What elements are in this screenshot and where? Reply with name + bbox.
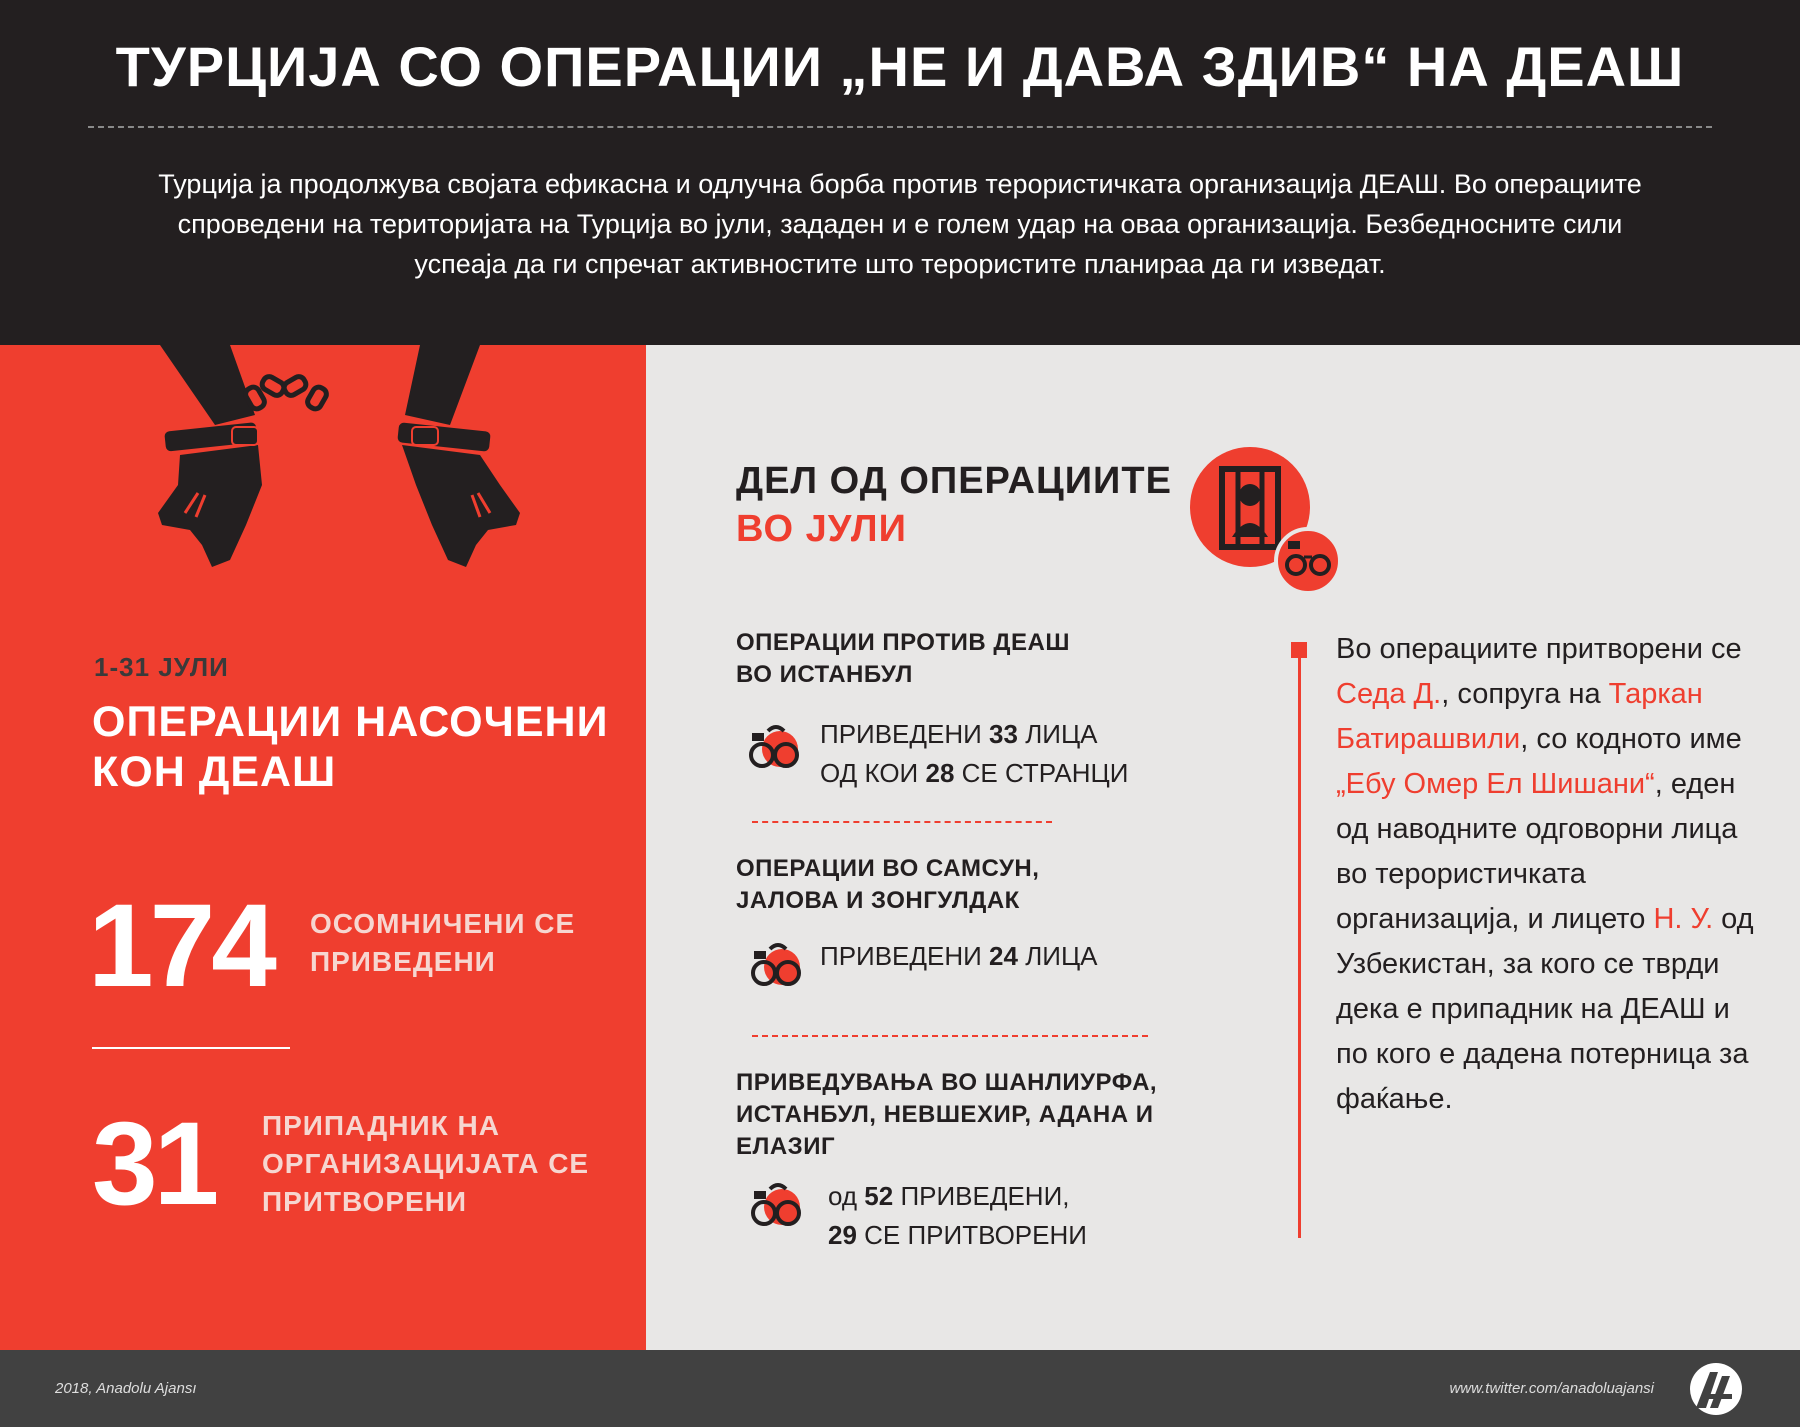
footer — [0, 1350, 1800, 1427]
operation-sanliurfa-title: ПРИВЕДУВАЊА ВО ШАНЛИУРФА, ИСТАНБУЛ, НЕВШЕХИР, АДАНА И ЕЛАЗИГ — [736, 1069, 1158, 1160]
right-panel — [646, 345, 1800, 1350]
section-title-line2: ВО ЈУЛИ — [736, 508, 907, 550]
intro-text: Турција ја продолжува својата ефикасна и одлучна борба против терористичката организација ДЕАШ. Во операциите спроведени на територијата на Турција во јули, зададен и е голем удар на оваа организација. Безбедносните сили успеаја да ги спречат активностите што терористите планираа да ги изведат. — [158, 169, 1642, 279]
handcuffs-icon — [748, 1175, 808, 1231]
members-arrested-count: 31 — [92, 1098, 216, 1230]
members-arrested-label: ПРИПАДНИК НА ОРГАНИЗАЦИЈАТА СЕ ПРИТВОРЕНИ — [262, 1110, 590, 1217]
operations-title: ОПЕРАЦИИ НАСОЧЕНИ КОН ДЕАШ — [92, 698, 609, 796]
section-title-line1: ДЕЛ ОД ОПЕРАЦИИТЕ — [736, 460, 1172, 502]
operation-sanliurfa-detail — [828, 1177, 1087, 1255]
operations-divider — [752, 821, 1052, 823]
operation-samsun-detail — [820, 937, 1098, 976]
suspects-detained-count: 174 — [88, 880, 273, 1012]
prisoner-icon — [1188, 445, 1338, 595]
title-divider — [88, 126, 1712, 128]
detail-line: од 52 ПРИВЕДЕНИ, — [828, 1181, 1070, 1211]
twitter-link[interactable]: www.twitter.com/anadoluajansi — [1449, 1380, 1654, 1397]
operation-istanbul-title: ОПЕРАЦИИ ПРОТИВ ДЕАШ ВО ИСТАНБУЛ — [736, 629, 1070, 688]
date-range: 1-31 ЈУЛИ — [94, 652, 229, 682]
section-title — [736, 457, 1172, 553]
operation-samsun-title: ОПЕРАЦИИ ВО САМСУН, ЈАЛОВА И ЗОНГУЛДАК — [736, 855, 1040, 914]
detail-line: 29 СЕ ПРИТВОРЕНИ — [828, 1220, 1087, 1250]
left-panel — [0, 345, 646, 1350]
detail-line: ПРИВЕДЕНИ 33 ЛИЦА — [820, 719, 1098, 749]
detail-line: ОД КОИ 28 СЕ СТРАНЦИ — [820, 758, 1129, 788]
handcuffs-icon — [746, 717, 806, 773]
suspects-detained-label: ОСОМНИЧЕНИ СЕ ПРИВЕДЕНИ — [310, 908, 576, 977]
detainees-note: Во операциите притворени се Седа Д., сопруга на Таркан Батирашвили, со кодното име „Ебу Омер Ел Шишани“, еден од наводните одговорни лица во терористичката организација, и лицето Н. У. од Узбекистан, за кого се тврди дека е припадник на ДЕАШ и по кого е дадена потерница за фаќање. — [1336, 633, 1754, 1115]
copyright: 2018, Anadolu Ajansı — [55, 1380, 197, 1397]
quote-rule — [1298, 642, 1301, 1238]
handcuffed-hands-icon — [150, 345, 550, 610]
operations-divider — [752, 1035, 1148, 1037]
stats-divider — [92, 1047, 290, 1049]
anadolu-agency-logo-icon — [1688, 1362, 1744, 1416]
detail-line: ПРИВЕДЕНИ 24 ЛИЦА — [820, 941, 1098, 971]
page-title: ТУРЦИЈА СО ОПЕРАЦИИ „НЕ И ДАВА ЗДИВ“ НА ДЕАШ — [115, 35, 1685, 98]
operation-istanbul-detail — [820, 715, 1128, 793]
handcuffs-icon — [748, 935, 808, 991]
header — [0, 0, 1800, 345]
